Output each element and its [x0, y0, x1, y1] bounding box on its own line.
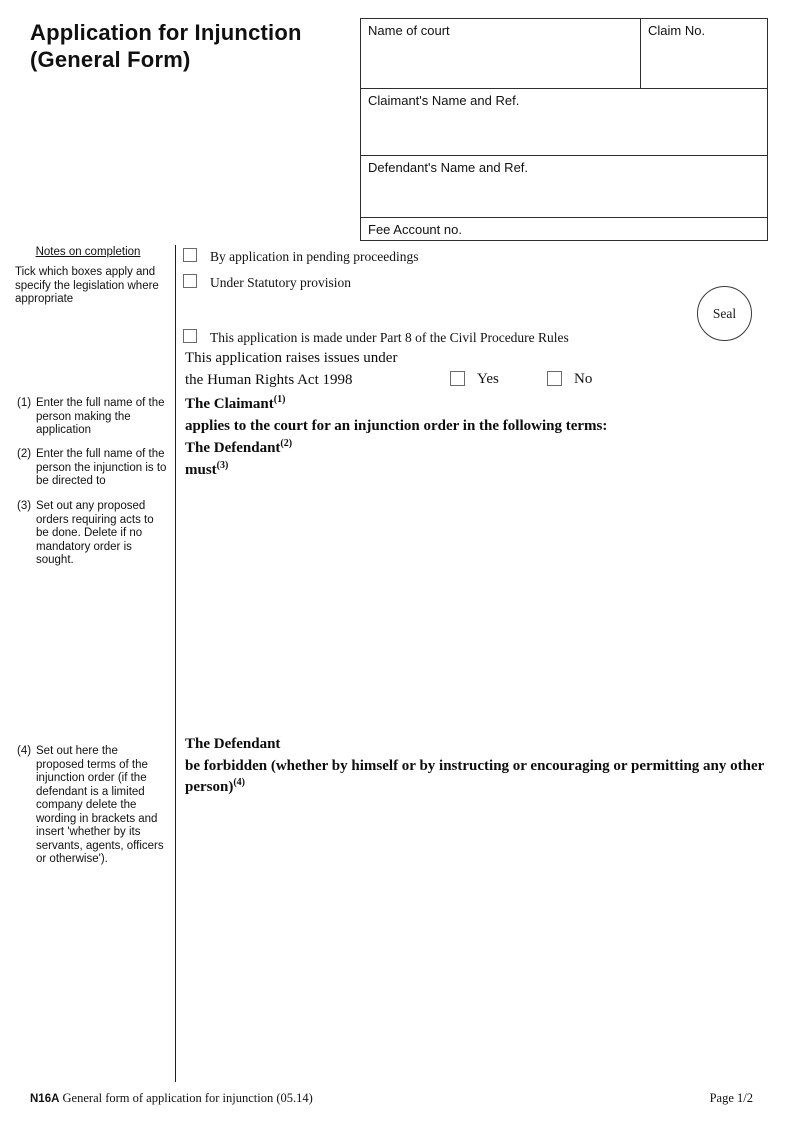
defendant-ref-row: [361, 156, 767, 218]
pending-proceedings-checkbox[interactable]: [183, 248, 197, 262]
name-of-court-field[interactable]: [361, 19, 640, 88]
footer-form-id: [30, 1091, 313, 1106]
fee-account-field[interactable]: [361, 218, 767, 240]
forbidden-statement-text: be forbidden (whether by himself or by instructing or encouraging or permitting any other person): [185, 758, 765, 795]
name-of-court-label: Name of court: [368, 23, 450, 38]
page-title-line1: Application for Injunction: [30, 20, 302, 45]
hra-yes-label: Yes: [477, 371, 499, 387]
hra-no-checkbox[interactable]: [547, 371, 562, 386]
claim-no-field[interactable]: [640, 19, 767, 88]
part8-row: [183, 329, 569, 346]
fee-account-row: [361, 218, 767, 240]
hra-no-label: No: [574, 371, 593, 387]
hra-yes-checkbox[interactable]: [450, 371, 465, 386]
fee-account-label: Fee Account no.: [368, 222, 462, 237]
part8-checkbox[interactable]: [183, 329, 197, 343]
defendant-forbidden-heading: The Defendant: [185, 736, 281, 752]
statutory-provision-label: Under Statutory provision: [210, 275, 351, 290]
part8-label: This application is made under Part 8 of the Civil Procedure Rules: [210, 330, 569, 345]
hra-yes-group: [450, 371, 499, 388]
defendant-statement: [185, 438, 292, 458]
notes-heading: Notes on completion: [35, 246, 141, 258]
note-3-text: Set out any proposed orders requiring acts to be done. Delete if no mandatory order is sought.: [36, 500, 154, 566]
form-title: General form of application for injunction (05.14): [59, 1091, 313, 1105]
note-2-text: Enter the full name of the person the injunction is to be directed to: [36, 448, 167, 487]
hra-line2: the Human Rights Act 1998: [185, 372, 353, 388]
note-item-2: [17, 448, 167, 489]
court-claim-row: [361, 19, 767, 89]
defendant-ref-field[interactable]: [361, 156, 767, 217]
note-1-text: Enter the full name of the person making the application: [36, 397, 165, 436]
note-item-4: [17, 745, 167, 867]
note-4-text: Set out here the proposed terms of the injunction order (if the defendant is a limited company delete the wording in brackets and insert 'whether by its servants, agents, officers or otherwise').: [36, 745, 164, 865]
claimant-ref-field[interactable]: [361, 89, 767, 155]
court-seal-circle: [697, 286, 752, 341]
must-statement-text: must: [185, 462, 217, 478]
notes-divider-line: [175, 245, 176, 1082]
claim-no-label: Claim No.: [648, 23, 706, 38]
note-2-number: (2): [17, 448, 32, 460]
note-4-number: (4): [17, 745, 32, 757]
page-title-line2: (General Form): [30, 47, 191, 72]
statutory-provision-checkbox[interactable]: [183, 274, 197, 288]
claimant-statement-text: The Claimant: [185, 396, 274, 412]
claimant-ref-row: [361, 89, 767, 156]
statutory-provision-row: [183, 274, 351, 291]
claimant-note-ref: (1): [273, 394, 286, 405]
must-note-ref: (3): [216, 460, 229, 471]
claimant-ref-label: Claimant's Name and Ref.: [368, 93, 520, 108]
forbidden-note-ref: (4): [233, 777, 246, 788]
page-title: [30, 19, 302, 73]
defendant-note-ref: (2): [280, 438, 293, 449]
applies-statement: applies to the court for an injunction order in the following terms:: [185, 418, 608, 434]
note-item-1: [17, 397, 167, 438]
must-statement: [185, 460, 228, 480]
hra-line1: This application raises issues under: [185, 350, 398, 366]
hra-no-group: [547, 371, 592, 388]
note-1-number: (1): [17, 397, 32, 409]
note-item-3: [17, 500, 167, 568]
forbidden-statement: [185, 756, 785, 798]
note-3-number: (3): [17, 500, 32, 512]
claimant-statement: [185, 394, 285, 414]
defendant-statement-text: The Defendant: [185, 440, 281, 456]
pending-proceedings-label: By application in pending proceedings: [210, 249, 419, 264]
case-details-table: [360, 18, 768, 241]
defendant-ref-label: Defendant's Name and Ref.: [368, 160, 529, 175]
notes-intro: Tick which boxes apply and specify the legislation where appropriate: [15, 266, 159, 305]
seal-label: Seal: [712, 305, 737, 321]
form-code: N16A: [30, 1093, 60, 1105]
page-number: Page 1/2: [709, 1091, 753, 1105]
pending-proceedings-row: [183, 248, 418, 265]
